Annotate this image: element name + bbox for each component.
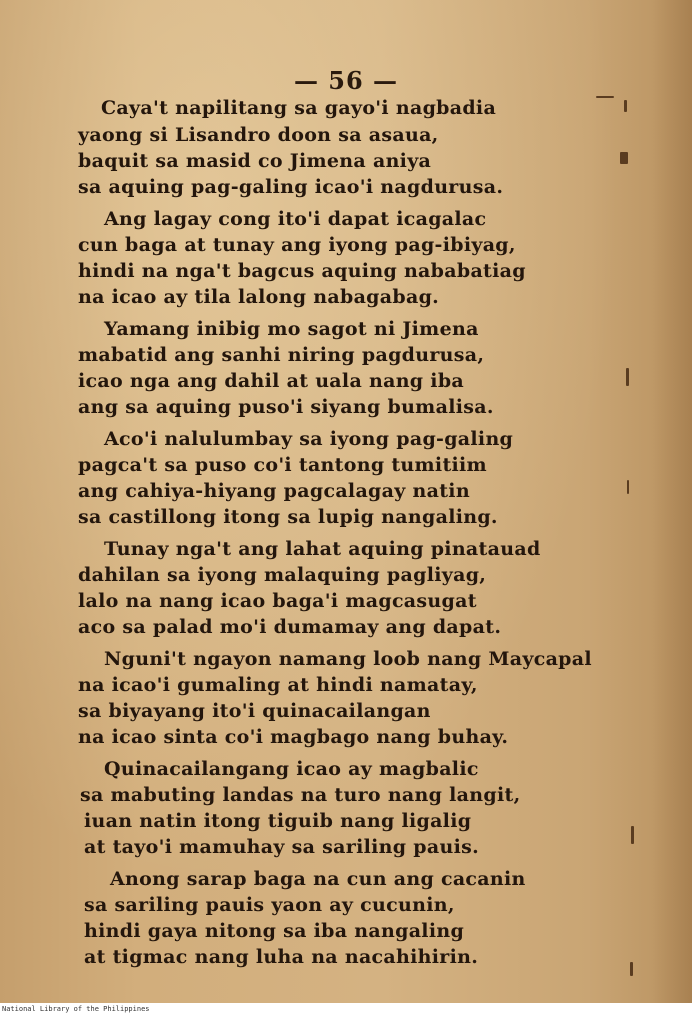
verse-line: na icao ay tila lalong nabagabag.	[78, 286, 440, 308]
verse-line: sa mabuting landas na turo nang langit,	[80, 784, 521, 806]
verse-line: at tigmac nang luha na nacahihirin.	[84, 946, 479, 968]
footer-credit: National Library of the Philippines	[2, 1005, 150, 1013]
paper-speck	[627, 480, 629, 494]
verse-line: Nguni't ngayon namang loob nang Maycapal	[104, 648, 592, 670]
verse-line: hindi na nga't bagcus aquing nababatiag	[78, 260, 526, 282]
page-number: — 56 —	[293, 66, 399, 95]
verse-line: Caya't napilitang sa gayo'i nagbadia	[101, 97, 497, 119]
paper-speck	[630, 962, 633, 976]
verse-line: Yamang inibig mo sagot ni Jimena	[104, 318, 479, 340]
verse-line: Tunay nga't ang lahat aquing pinatauad	[104, 538, 541, 560]
verse-line: yaong si Lisandro doon sa asaua,	[78, 124, 439, 146]
verse-line: Ang lagay cong ito'i dapat icagalac	[104, 208, 487, 230]
verse-line: ang cahiya-hiyang pagcalagay natin	[78, 480, 470, 502]
verse-line: icao nga ang dahil at uala nang iba	[78, 370, 465, 392]
paper-speck	[631, 826, 634, 844]
page-edge-shadow	[652, 0, 692, 1003]
verse-line: pagca't sa puso co'i tantong tumitiim	[78, 454, 487, 476]
verse-line: Aco'i nalulumbay sa iyong pag-galing	[104, 428, 514, 450]
verse-line: mabatid ang sanhi niring pagdurusa,	[78, 344, 485, 366]
verse-line: iuan natin itong tiguib nang ligalig	[84, 810, 472, 832]
verse-line: sa biyayang ito'i quinacailangan	[78, 700, 431, 722]
paper-speck	[624, 100, 627, 112]
verse-line: Quinacailangang icao ay magbalic	[104, 758, 479, 780]
verse-line: na icao'i gumaling at hindi namatay,	[78, 674, 478, 696]
verse-line: lalo na nang icao baga'i magcasugat	[78, 590, 477, 612]
verse-line: Anong sarap baga na cun ang cacanin	[110, 868, 526, 890]
verse-line: sa aquing pag-galing icao'i nagdurusa.	[78, 176, 504, 198]
paper-speck	[626, 368, 629, 386]
verse-line: hindi gaya nitong sa iba nangaling	[84, 920, 465, 942]
verse-line: ang sa aquing puso'i siyang bumalisa.	[78, 396, 494, 418]
paper-speck	[620, 152, 628, 164]
verse-line: aco sa palad mo'i dumamay ang dapat.	[78, 616, 502, 638]
verse-line: sa sariling pauis yaon ay cucunin,	[84, 894, 455, 916]
verse-line: sa castillong itong sa lupig nangaling.	[78, 506, 498, 528]
verse-line: cun baga at tunay ang iyong pag-ibiyag,	[78, 234, 516, 256]
verse-line: na icao sinta co'i magbago nang buhay.	[78, 726, 509, 748]
paper-speck	[596, 96, 614, 98]
verse-line: at tayo'i mamuhay sa sariling pauis.	[84, 836, 480, 858]
verse-line: dahilan sa iyong malaquing pagliyag,	[78, 564, 487, 586]
verse-line: baquit sa masid co Jimena aniya	[78, 150, 432, 172]
